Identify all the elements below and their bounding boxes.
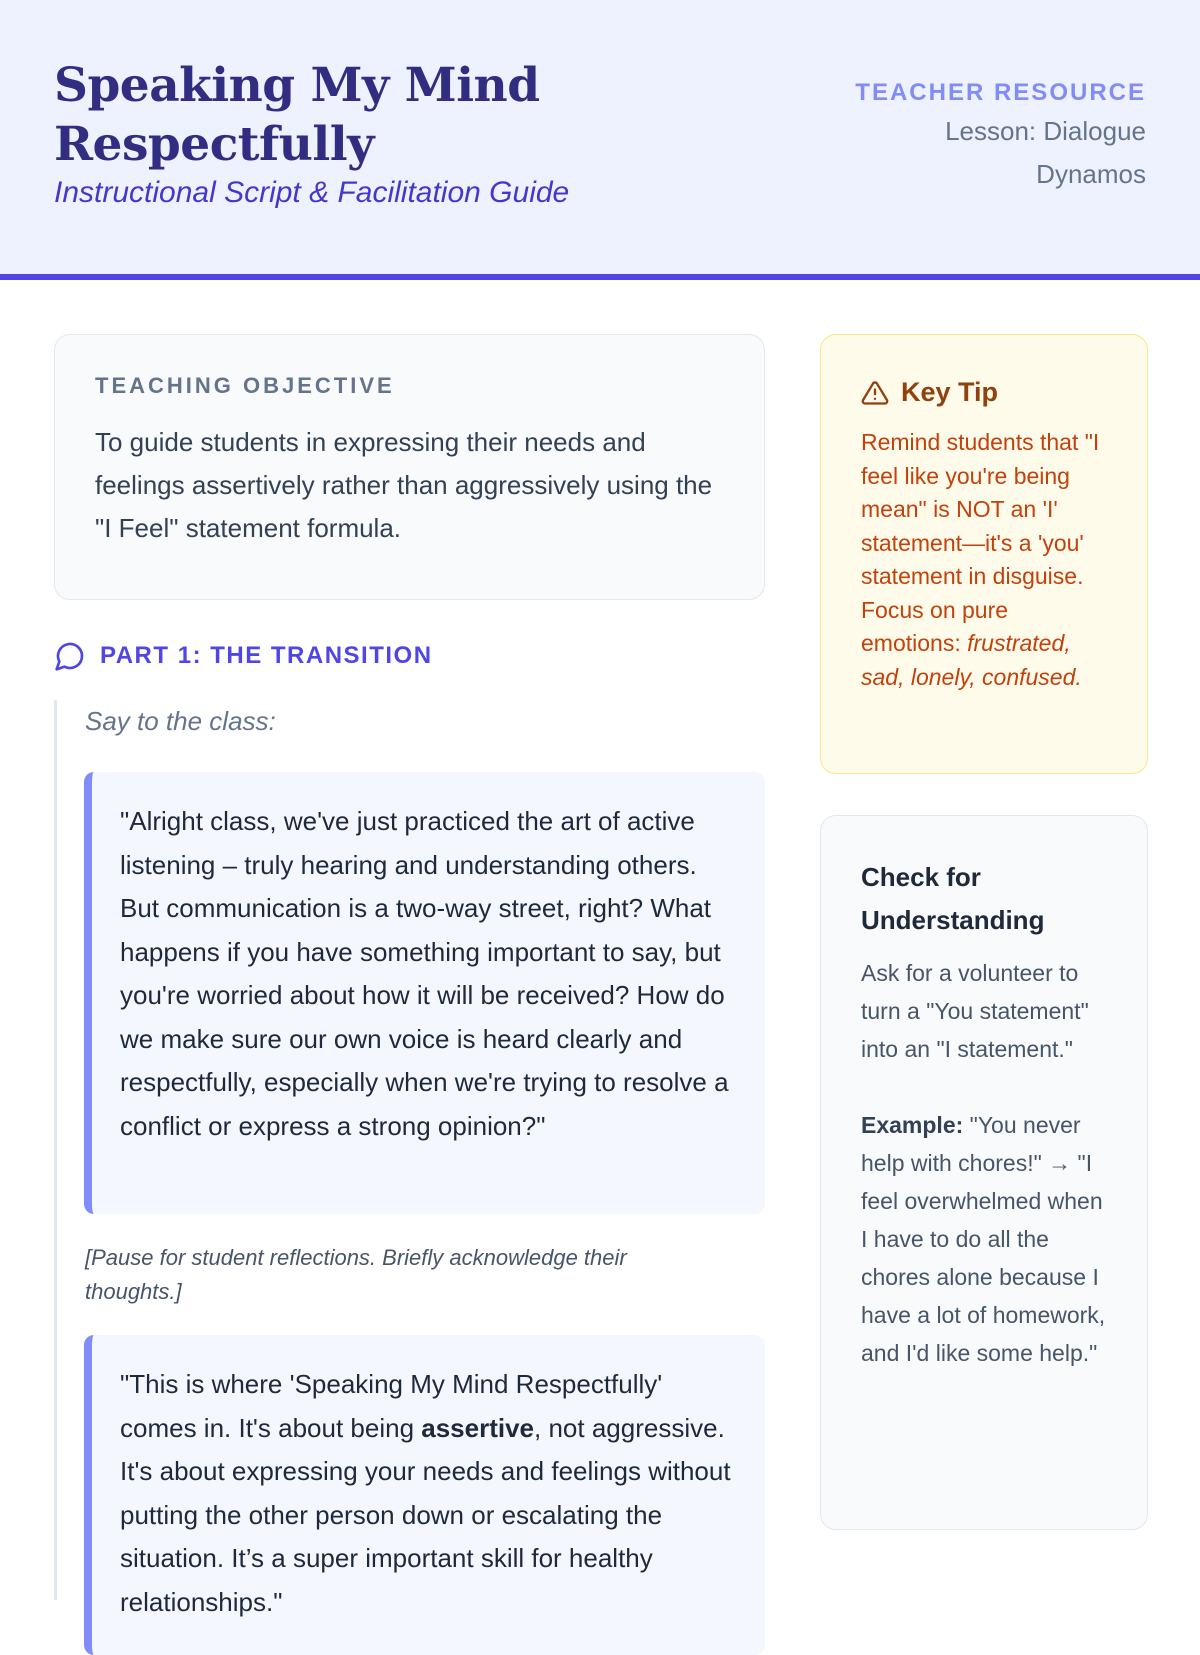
script-quote-2 [84,1335,765,1655]
check-understanding-card [820,815,1148,1530]
quote2-text-start: "This is where 'Speaking My Mind Respectfully' comes in. It's about being [120,1369,663,1443]
check-text: Ask for a volunteer to turn a "You statement" into an "I statement." [861,960,1089,1062]
lesson-label: Lesson: Dialogue Dynamos [945,116,1146,189]
check-example [861,1106,1107,1372]
say-to-label: Say to the class: [85,706,276,736]
key-tip-title [861,377,1107,408]
check-example-text: "You never help with chores!" → "I feel overwhelmed when I have to do all the chores alone because I have a lot of homework, and I'd like some help." [861,1112,1106,1366]
page-title: Speaking My Mind Respectfully [54,58,540,172]
objective-label: TEACHING OBJECTIVE [95,373,395,398]
quote2-emphasis: assertive [421,1412,535,1443]
warning-triangle-icon [861,379,889,407]
check-title: Check for Understanding [861,862,1045,935]
part1-heading-text: PART 1: THE TRANSITION [100,642,433,669]
pause-note: [Pause for student reflections. Briefly acknowledge their thoughts.] [85,1245,627,1304]
page-subtitle: Instructional Script & Facilitation Guide [54,176,570,209]
key-tip-body: Remind students that "I feel like you're being mean" is NOT an 'I' statement—it's a 'you' statement in disguise. Focus on pure emotions: [861,429,1100,656]
header-meta [846,76,1146,196]
page-header [0,0,1200,280]
part1-heading [54,640,433,672]
key-tip-emotions: frustrated, sad, lonely, confused. [861,630,1082,690]
key-tip-card [820,334,1148,774]
objective-card [54,334,765,600]
resource-label: TEACHER RESOURCE [855,79,1146,106]
objective-text: To guide students in expressing their needs and feelings assertively rather than aggressively using the "I Feel" statement formula. [95,427,713,543]
script-rail [54,700,57,1600]
script-quote-1: "Alright class, we've just practiced the art of active listening – truly hearing and understanding others. But communication is a two-way street, right? What happens if you have something important to say, but you're worried about how it will be received? How do we make sure our own voice is heard clearly and respectfully, especially when we're trying to resolve a conflict or express a strong opinion?" [84,772,765,1214]
check-example-label: Example: [861,1112,964,1138]
key-tip-text [861,426,1107,694]
key-tip-title-text: Key Tip [901,377,999,407]
quote2-text-end: , not aggressive. It's about expressing your needs and feelings without putting the other person down or escalating the situation. It’s a super important skill for healthy relationships." [120,1412,731,1617]
speech-bubble-icon [54,640,86,672]
